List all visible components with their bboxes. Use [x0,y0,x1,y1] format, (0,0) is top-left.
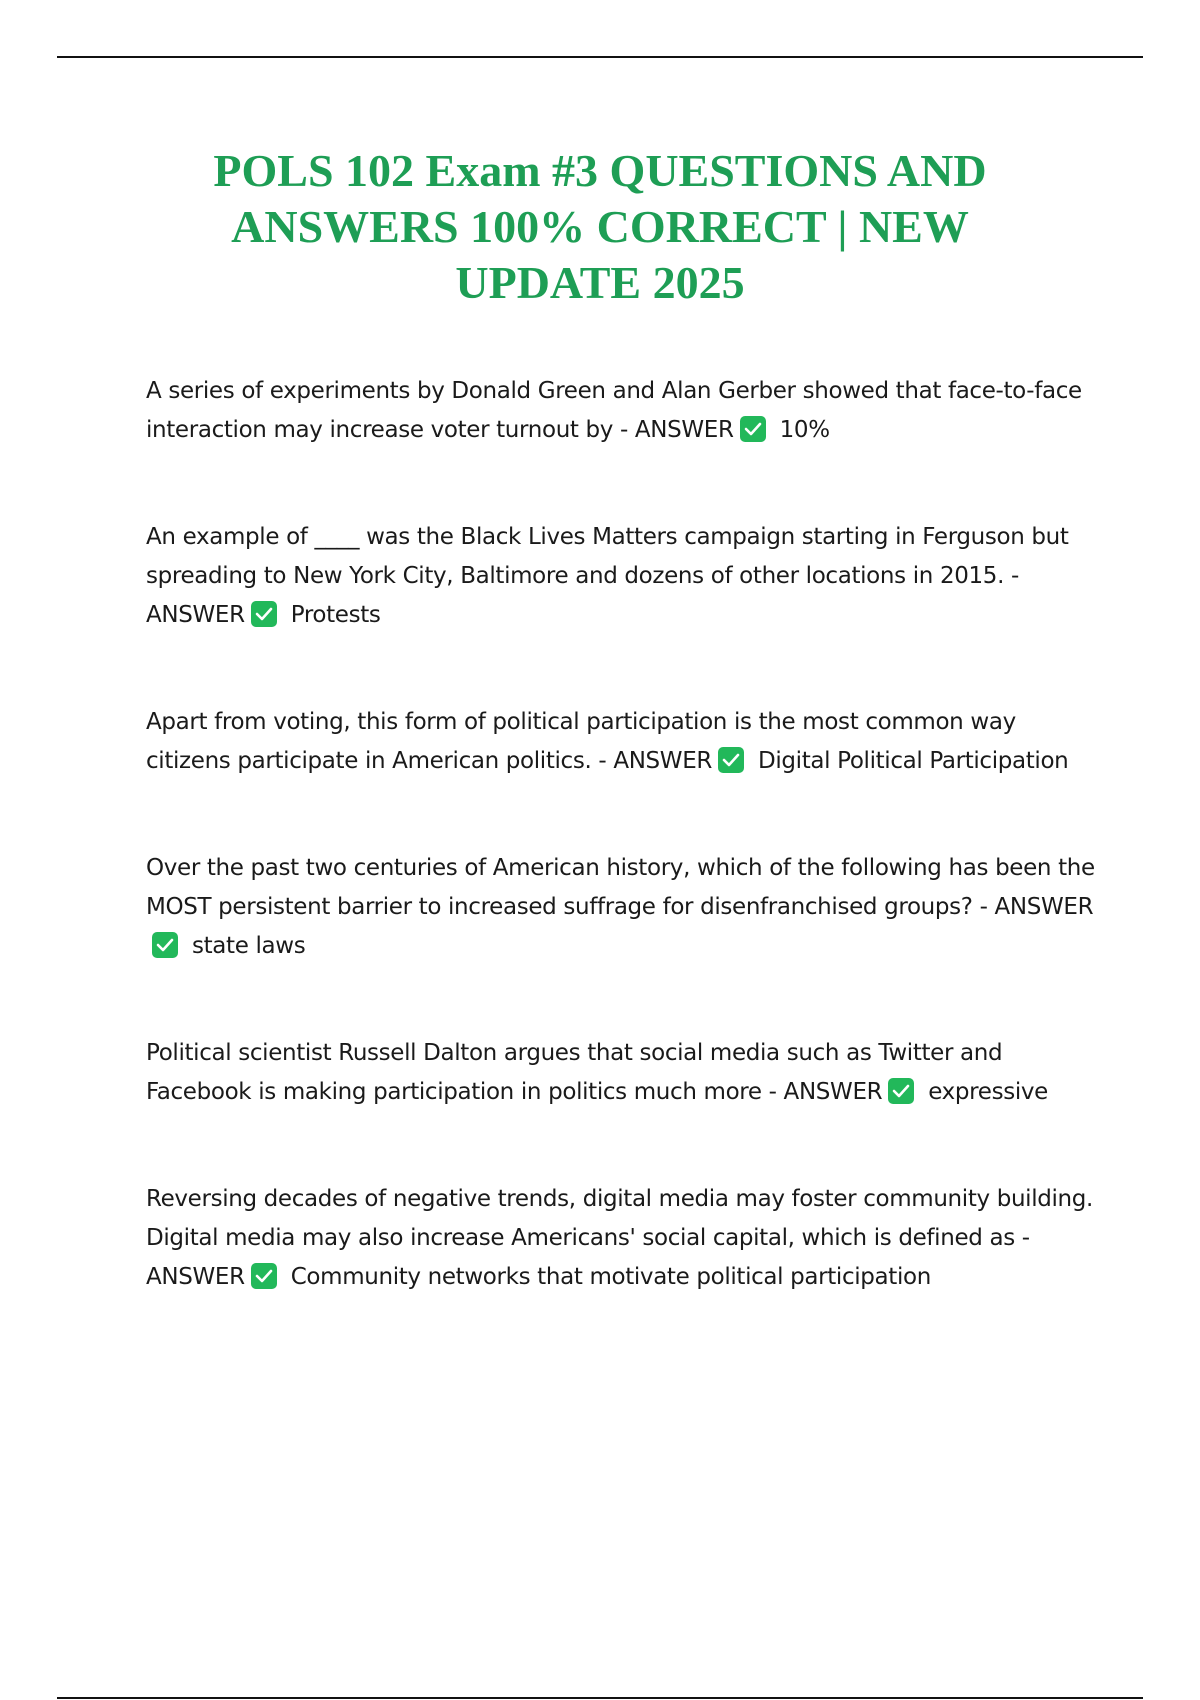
qa-item [146,518,1096,635]
qa-item [146,1180,1096,1297]
green-checkmark-box-icon [152,932,178,958]
qa-item [146,372,1096,450]
top-rule [57,56,1143,58]
qa-item [146,703,1096,781]
answer-text: Community networks that motivate political participation [290,1264,931,1290]
answer-text: Protests [290,602,381,628]
qa-item [146,1034,1096,1112]
qa-list [146,372,1096,1365]
question-text: A series of experiments by Donald Green and Alan Gerber showed that face-to-face interaction may increase voter turnout by - ANSWER [146,378,1082,443]
answer-text: Digital Political Participation [758,748,1069,774]
document-title: POLS 102 Exam #3 QUESTIONS AND ANSWERS 100% CORRECT | NEW UPDATE 2025 [213,145,987,308]
question-text: Apart from voting, this form of political participation is the most common way citizens participate in American politics. - ANSWER [146,709,1016,774]
green-checkmark-box-icon [718,747,744,773]
qa-item [146,849,1096,966]
green-checkmark-box-icon [251,1263,277,1289]
answer-text: 10% [779,417,830,443]
green-checkmark-box-icon [251,601,277,627]
green-checkmark-box-icon [888,1078,914,1104]
question-text: Political scientist Russell Dalton argues that social media such as Twitter and Facebook is making participation in politics much more - ANSWER [146,1040,1003,1105]
question-text: An example of ____ was the Black Lives Matters campaign starting in Ferguson but spreading to New York City, Baltimore and dozens of other locations in 2015. - ANSWER [146,524,1069,628]
green-checkmark-box-icon [740,416,766,442]
answer-text: expressive [928,1079,1048,1105]
question-text: Over the past two centuries of American history, which of the following has been the MOST persistent barrier to increased suffrage for disenfranchised groups? - ANSWER [146,855,1095,920]
question-text: Reversing decades of negative trends, digital media may foster community building. Digital media may also increase Americans' social capital, which is defined as - ANSWER [146,1186,1093,1290]
answer-text: state laws [192,933,306,959]
bottom-rule [57,1697,1143,1699]
